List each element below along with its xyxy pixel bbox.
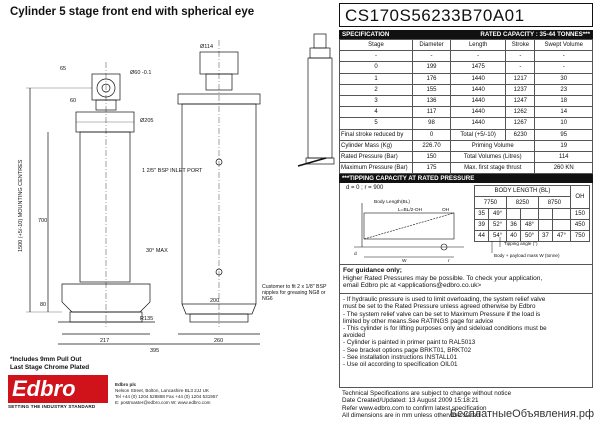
cell — [553, 219, 571, 230]
note-line: avoided — [343, 332, 366, 340]
cell — [538, 219, 552, 230]
address-line: E: postmaster@edbro.com W: www.edbro.com — [115, 400, 211, 405]
guidance-heading: For guidance only; — [343, 267, 402, 275]
page-title: Cylinder 5 stage front end with spherical eye — [10, 6, 255, 18]
tech-line: All dimensions are in mm unless otherwise stated — [342, 411, 480, 419]
part-code: CS170S56233B70A01 — [339, 3, 593, 27]
dim-30max: 30° MAX — [146, 248, 168, 254]
table-row — [340, 51, 593, 62]
cell: - — [506, 51, 535, 62]
bl-title-row — [475, 186, 590, 197]
mass-value: 226.70 — [413, 140, 451, 151]
cell: 1440 — [451, 107, 506, 118]
tipping-box — [339, 183, 593, 265]
rated-pressure-row — [340, 151, 593, 162]
bl-value: 7750 — [475, 197, 507, 208]
cell: - — [340, 51, 413, 62]
col-swept: Swept Volume — [535, 40, 593, 51]
cell: 1267 — [506, 118, 535, 129]
cell: 0 — [340, 62, 413, 73]
total-label: Total (+5/-10) — [451, 129, 506, 140]
max-pressure-value: 175 — [413, 163, 451, 174]
rated-pressure-value: 150 — [413, 151, 451, 162]
logo-text: Edbro — [8, 375, 108, 403]
dim-r135: R135 — [140, 316, 154, 322]
note-line: must be set to the Rated Pressure unless agreed otherwise by Edbro — [343, 303, 536, 311]
total-volumes-value: 114 — [535, 151, 593, 162]
max-thrust-value: 260 KN — [535, 163, 593, 174]
cell: 117 — [413, 107, 451, 118]
cell: 30 — [535, 73, 593, 84]
tipping-legend — [490, 237, 590, 263]
total-stroke: 6230 — [506, 129, 535, 140]
table-row — [340, 84, 593, 95]
bl-value: 8250 — [506, 197, 538, 208]
dim-205: Ø205 — [140, 118, 154, 124]
spec-sheet — [339, 30, 593, 421]
cell: 1237 — [506, 84, 535, 95]
cell: 98 — [413, 118, 451, 129]
total-volume: 95 — [535, 129, 593, 140]
priming-label: Priming Volume — [451, 140, 535, 151]
cell: 35 — [475, 208, 489, 219]
cell — [553, 208, 571, 219]
d-r-text: d = 0 ; r = 900 — [346, 185, 384, 192]
footnote — [10, 356, 89, 372]
cell: 10 — [535, 118, 593, 129]
cell: 750 — [570, 231, 589, 242]
dim-700: 700 — [38, 218, 48, 224]
logo-tagline: SETTING THE INDUSTRY STANDARD — [8, 404, 96, 409]
cell: 150 — [570, 208, 589, 219]
footnote-1: *Includes 9mm Pull Out — [10, 356, 82, 363]
l-label: L=BL/2-OH — [398, 208, 423, 214]
table-row — [475, 219, 590, 230]
note-line: - See bracket options page BRKT01, BRKT02 — [343, 346, 472, 354]
tipping-header — [339, 174, 593, 183]
dim-217: 217 — [100, 338, 110, 344]
cell: 450 — [570, 219, 589, 230]
cell: 3 — [340, 95, 413, 106]
cell: 199 — [413, 62, 451, 73]
address-block — [115, 382, 218, 406]
total-volumes-label: Total Volumes (Litres) — [451, 151, 535, 162]
w-label: W — [402, 259, 407, 264]
dim-260: 260 — [214, 338, 224, 344]
note-line: - This cylinder is for lifting purposes only and sideload conditions must be — [343, 325, 547, 333]
note-line: - Use oil according to specification OIL01 — [343, 361, 458, 369]
cell: 23 — [535, 84, 593, 95]
guidance-text-1: Higher Rated Pressures may be possible. To check your application, — [343, 274, 543, 282]
dim-1500: 1500 (+5/-10) MOUNTING CENTRES — [18, 159, 24, 252]
table-row — [340, 95, 593, 106]
tech-line: Refer www.edbro.com to confirm latest specification — [342, 404, 487, 412]
priming-value: 19 — [535, 140, 593, 151]
col-length: Length — [451, 40, 506, 51]
col-stroke: Stroke — [506, 40, 535, 51]
note-line: - If hydraulic pressure is used to limit overloading, the system relief valve — [343, 296, 546, 304]
r-label: r — [448, 259, 450, 264]
cell: 1440 — [451, 84, 506, 95]
dim-60b: 60 — [70, 98, 77, 104]
tipping-angle-label: Tipping angle (°) — [504, 241, 538, 247]
customer-fit-note: Customer to fit 2 x 1/8" BSP nipples for greasing NG8 or NG6 — [262, 284, 327, 303]
d-label: d — [354, 252, 357, 258]
cell: 50° — [521, 231, 539, 242]
note-line: limited by other means.See RATINGS page for advice — [343, 317, 494, 325]
oh-header: OH — [570, 186, 589, 208]
cell: - — [413, 51, 451, 62]
watermark: БесплатныеОбъявления.рф — [449, 408, 594, 420]
cell: 1247 — [506, 95, 535, 106]
guidance-text-2: email Edbro plc at <applications@edbro.co.uk> — [343, 282, 482, 290]
cell: 1262 — [506, 107, 535, 118]
cell: 44 — [475, 231, 489, 242]
table-row — [340, 62, 593, 73]
cell: 136 — [413, 95, 451, 106]
bl-title: BODY LENGTH (BL) — [475, 186, 571, 197]
notes-box — [339, 294, 593, 388]
spec-header-right: RATED CAPACITY : 35-44 TONNES*** — [480, 31, 590, 38]
cell: 47° — [553, 231, 571, 242]
col-diameter: Diameter — [413, 40, 451, 51]
note-line: - Cylinder is painted in primer paint to RAL5013 — [343, 339, 476, 347]
spec-table — [339, 39, 593, 174]
edbro-logo — [8, 375, 108, 413]
guidance-box — [339, 265, 593, 294]
cell: - — [535, 51, 593, 62]
dim-80: 80 — [40, 302, 47, 308]
cell: 1217 — [506, 73, 535, 84]
cell: 37 — [538, 231, 552, 242]
address-line: Tel +44 (0) 1204 528888 Fax +44 (0) 1204 531957 — [115, 394, 218, 399]
cell: 1 — [340, 73, 413, 84]
table-row — [340, 118, 593, 129]
cell: 54° — [489, 231, 507, 242]
cell: 1440 — [451, 95, 506, 106]
dim-65: 65 — [60, 66, 67, 72]
cell: 52° — [489, 219, 507, 230]
cell: 1440 — [451, 73, 506, 84]
cell: - — [451, 51, 506, 62]
address-line: Nelson Street, Bolton, Lancashire BL3 2JJ UK — [115, 388, 209, 393]
cell: 40 — [506, 231, 520, 242]
final-stroke-label: Final stroke reduced by — [340, 129, 413, 140]
final-stroke-row — [340, 129, 593, 140]
max-pressure-row — [340, 163, 593, 174]
cell: 18 — [535, 95, 593, 106]
cell: 155 — [413, 84, 451, 95]
dim-60: Ø60 -0.1 — [130, 70, 152, 76]
mass-label: Cylinder Mass (Kg) — [340, 140, 413, 151]
spec-columns — [340, 40, 593, 51]
tech-line: Date Created/Updated: 13 August 2009 15:18:21 — [342, 397, 479, 405]
rated-pressure-label: Rated Pressure (Bar) — [340, 151, 413, 162]
payload-label: Body + payload mass W (tonne) — [494, 253, 560, 259]
tipping-diagram — [344, 195, 470, 263]
cell: 1440 — [451, 118, 506, 129]
cell: 14 — [535, 107, 593, 118]
max-thrust-label: Max. first stage thrust — [451, 163, 535, 174]
tipping-table — [474, 185, 590, 242]
final-stroke-value: 0 — [413, 129, 451, 140]
table-row — [340, 73, 593, 84]
cell: 5 — [340, 118, 413, 129]
oh-small-label: OH — [442, 208, 450, 214]
mass-row — [340, 140, 593, 151]
cell: 39 — [475, 219, 489, 230]
dim-395: 395 — [150, 348, 160, 352]
bl-value: 8750 — [538, 197, 570, 208]
address-line: Edbro plc — [115, 382, 137, 387]
tipping-header-text: ***TIPPING CAPACITY AT RATED PRESSURE — [342, 175, 475, 183]
max-pressure-label: Maximum Pressure (Bar) — [340, 163, 413, 174]
cell: 1475 — [451, 62, 506, 73]
cell — [521, 208, 539, 219]
tech-line: Technical Specifications are subject to change without notice — [342, 390, 512, 398]
spec-header — [339, 30, 593, 39]
body-length-label: Body Length(BL) — [374, 200, 411, 206]
cell: 48° — [521, 219, 539, 230]
cell: 2 — [340, 84, 413, 95]
note-line: - The system relief valve can be set to Maximum Pressure if the load is — [343, 310, 541, 318]
cell: 4 — [340, 107, 413, 118]
cell — [506, 208, 520, 219]
cell: 49° — [489, 208, 507, 219]
note-line: - See installation instructions INSTALL01 — [343, 353, 457, 361]
spec-header-left: SPECIFICATION — [342, 31, 390, 38]
col-stage: Stage — [340, 40, 413, 51]
dim-bsp: 1 2/5" BSP INLET PORT — [142, 168, 203, 174]
cell — [538, 208, 552, 219]
table-row — [340, 107, 593, 118]
dim-200: 200 — [210, 298, 220, 304]
cell: 36 — [506, 219, 520, 230]
footnote-2: Last Stage Chrome Plated — [10, 364, 90, 371]
cell: - — [535, 62, 593, 73]
cell: 176 — [413, 73, 451, 84]
cell: - — [506, 62, 535, 73]
dim-114: Ø114 — [200, 44, 214, 50]
table-row — [475, 208, 590, 219]
